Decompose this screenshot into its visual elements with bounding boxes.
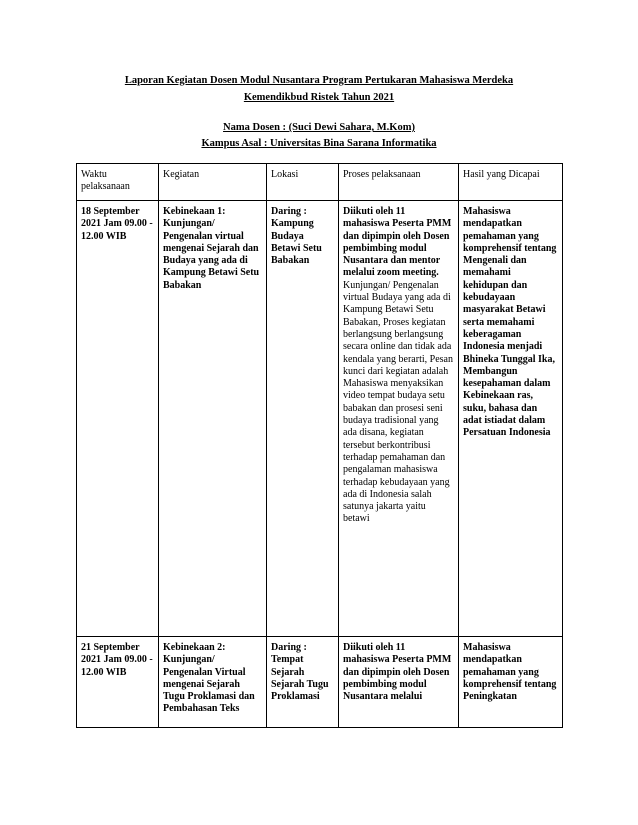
proses-detail: Kunjungan/ Pengenalan virtual Budaya yang ada di Kampung Betawi Setu Babakan, Proses kegiatan berlangsung berlangsung secara online dan tidak ada kendala yang berarti, Pesan kunci dari kegiatan adalah Mahasiswa menyaksikan video tempat budaya setu babakan dan prosesi seni budaya tradisional yang ada disana, kegiatan tersebut berkontribusi terhadap pemahaman dan pengalaman mahasiswa terhadap kebudayaan yang ada di Indonesia salah satunya jakarta yaitu betawi — [343, 279, 453, 525]
header-hasil: Hasil yang Dicapai — [459, 164, 563, 201]
cell-kegiatan: Kebinekaan 2: Kunjungan/ Pengenalan Virtual mengenai Sejarah Tugu Proklamasi dan Pembahasan Teks — [159, 637, 267, 728]
proses-summary: Diikuti oleh 11 mahasiswa Peserta PMM dan dipimpin oleh Dosen pembimbing modul Nusantara dan mentor melalui zoom meeting. — [343, 206, 452, 279]
cell-waktu: 21 September 2021 Jam 09.00 - 12.00 WIB — [77, 637, 159, 728]
header-kegiatan: Kegiatan — [159, 164, 267, 201]
header-lokasi: Lokasi — [267, 164, 339, 201]
lecturer-name: Nama Dosen : (Suci Dewi Sahara, M.Kom) — [223, 122, 415, 133]
home-campus: Kampus Asal : Universitas Bina Sarana Informatika — [201, 138, 437, 149]
cell-kegiatan: Kebinekaan 1: Kunjungan/ Pengenalan virtual mengenai Sejarah dan Budaya yang ada di Kampung Betawi Setu Babakan — [159, 201, 267, 637]
table-header-row — [77, 164, 563, 201]
cell-lokasi: Daring : Tempat Sejarah Sejarah Tugu Proklamasi — [267, 637, 339, 728]
table-row — [77, 201, 563, 637]
cell-proses — [339, 201, 459, 637]
header-waktu: Waktu pelaksanaan — [77, 164, 159, 201]
cell-hasil: Mahasiswa mendapatkan pemahaman yang komprehensif tentang Mengenali dan memahami kehidupan dan kebudayaan masyarakat Betawi serta memahami keberagaman Indonesia menjadi Bhineka Tunggal Ika, Membangun kesepahaman dalam Kebinekaan ras, suku, bahasa dan adat istiadat dalam Persatuan Indonesia — [459, 201, 563, 637]
cell-proses: Diikuti oleh 11 mahasiswa Peserta PMM dan dipimpin oleh Dosen pembimbing modul Nusantara melalui — [339, 637, 459, 728]
cell-lokasi: Daring : Kampung Budaya Betawi Setu Babakan — [267, 201, 339, 637]
header-proses: Proses pelaksanaan — [339, 164, 459, 201]
report-subtitle: Kemendikbud Ristek Tahun 2021 — [243, 92, 395, 103]
table-row — [77, 637, 563, 728]
cell-hasil: Mahasiswa mendapatkan pemahaman yang komprehensif tentang Peningkatan — [459, 637, 563, 728]
cell-waktu: 18 September 2021 Jam 09.00 - 12.00 WIB — [77, 201, 159, 637]
report-title: Laporan Kegiatan Dosen Modul Nusantara Program Pertukaran Mahasiswa Merdeka — [124, 75, 514, 86]
activity-table — [76, 163, 563, 728]
